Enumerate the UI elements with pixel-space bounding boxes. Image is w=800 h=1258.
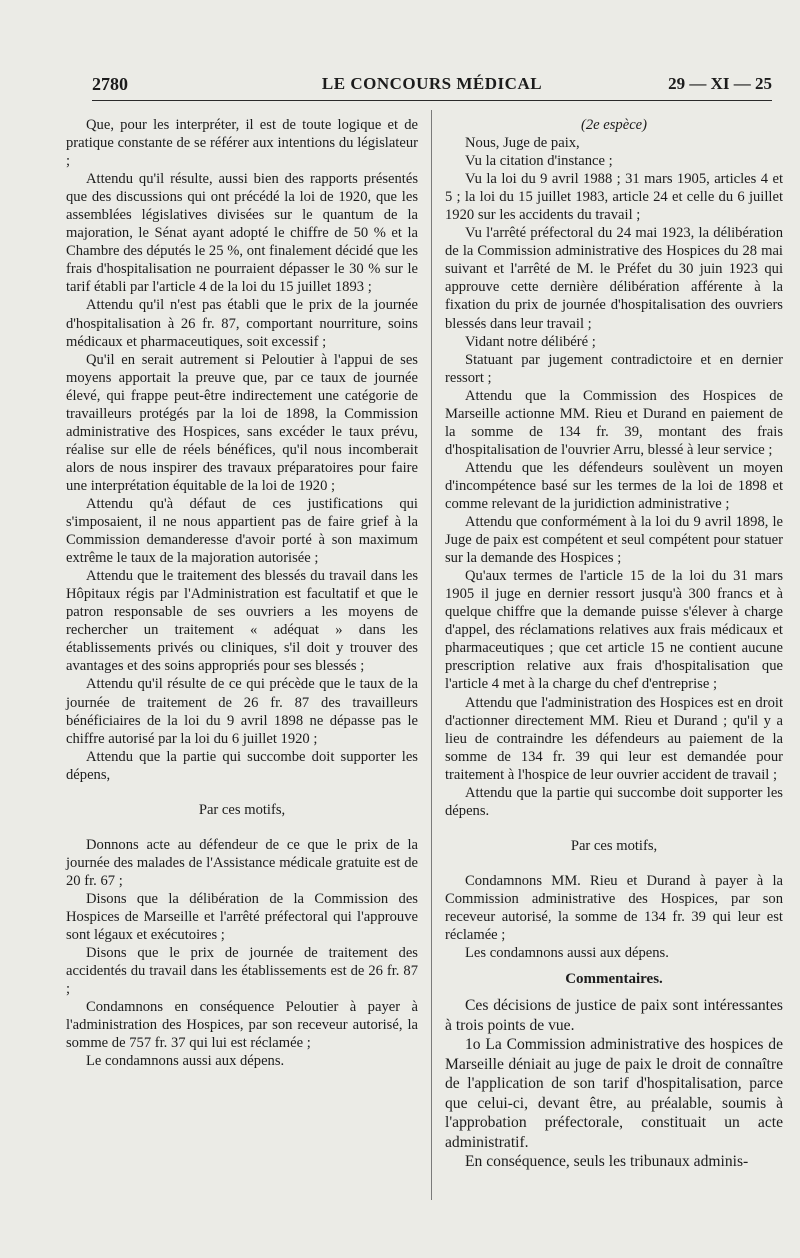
paragraph: Le condamnons aussi aux dépens. (86, 1053, 285, 1070)
paragraph: Disons que le prix de journée de traitement des accidentés du travail dans les établissements est de 26 fr. 87 ; (66, 945, 418, 998)
paragraph: 1o La Commission administrative des hospices de Marseille déniait au juge de paix le droit de connaître de l'application de son tarif d'hospitalisation, parce que celui-ci, devant être, au préalable, soumis à l'approbation préfectorale, constituait un acte administratif. (445, 1036, 783, 1151)
paragraph: Ces décisions de justice de paix sont intéressantes à trois points de vue. (445, 997, 783, 1034)
paragraph: Attendu que la partie qui succombe doit supporter les dépens, (66, 748, 418, 783)
page-header (92, 70, 772, 101)
paragraph: Qu'il en serait autrement si Peloutier à l'appui de ses moyens apportait la preuve que, par ce taux de journée élevé, qui frappe peut-être indirectement une catégorie de travailleurs protégés par la loi de 1898, la Commission administrative des Hospices, sans excéder le taux prévu, réalise sur elle de réels bénéfices, qu'il nous incomberait alors de nous inspirer des travaux préparatoires pour faire une interprétation équitable de la loi de 1920 ; (66, 351, 418, 494)
paragraph: Vu l'arrêté préfectoral du 24 mai 1923, la délibération de la Commission administrative des Hospices du 28 mai suivant et l'arrêté de M. le Préfet du 30 juin 1923 qui approuve cette dernière délibération afférente à la fixation du prix de journée d'hospitalisation des ouvriers blessés dans leur travail ; (445, 225, 783, 332)
paragraph: Vidant notre délibéré ; (465, 333, 596, 350)
paragraph: Attendu que la Commission des Hospices de Marseille actionne MM. Rieu et Durand en paiement de la somme de 134 fr. 39, montant des frais d'hospitalisation de l'ouvrier Arru, blessé à leur service ; (445, 387, 783, 458)
journal-title: LE CONCOURS MÉDICAL (321, 74, 543, 93)
paragraph: Attendu qu'il résulte de ce qui précède que le taux de la journée de traitement de 26 fr. 87 des travailleurs bénéficiaires de la loi du 9 avril 1898 ne dépasse pas le chiffre autorisé par la loi du 6 juillet 1920 ; (66, 676, 418, 747)
paragraph: En conséquence, seuls les tribunaux adminis- (465, 1153, 749, 1171)
paragraph: Attendu que la partie qui succombe doit supporter les dépens. (445, 784, 783, 819)
right-column (445, 116, 783, 1172)
section-heading: Par ces motifs, (198, 801, 286, 818)
issue-date: 29 — XI — 25 (668, 74, 772, 93)
paragraph: Que, pour les interpréter, il est de toute logique et de pratique constante de se référer aux intentions du législateur ; (66, 117, 418, 170)
paragraph: Vu la citation d'instance ; (465, 153, 613, 170)
paragraph: Disons que la délibération de la Commission des Hospices de Marseille et l'arrêté préfectoral qui l'approuve sont légaux et exécutoires ; (66, 890, 418, 944)
paragraph: Attendu qu'il n'est pas établi que le prix de la journée d'hospitalisation à 26 fr. 87, comportant nourriture, soins médicaux et pharmaceutiques, soit excessif ; (66, 297, 418, 350)
paragraph: Attendu qu'à défaut de ces justifications qui s'imposaient, il ne nous appartient pas de faire grief à la Commission demanderesse d'avoir porté à son maximum extrême le taux de la majoration autorisée ; (66, 495, 418, 567)
paragraph: Condamnons MM. Rieu et Durand à payer à la Commission administrative des Hospices, par son receveur autorisé, la somme de 134 fr. 39 qui leur est réclamée ; (445, 872, 783, 944)
paragraph: Statuant par jugement contradictoire et en dernier ressort ; (445, 351, 783, 386)
case-label: (2e espèce) (580, 117, 648, 133)
section-heading: Par ces motifs, (570, 837, 658, 854)
column-divider (431, 110, 432, 1200)
paragraph: Attendu que l'administration des Hospices est en droit d'actionner directement MM. Rieu et Durand ; qu'il y a lieu de contraindre les défendeurs au paiement de la somme de 134 fr. 39 qui leur est demandée pour traitement à l'hospice de leur ouvrier accident de travail ; (445, 694, 783, 783)
page-number: 2780 (92, 74, 128, 94)
paragraph: Qu'aux termes de l'article 15 de la loi du 31 mars 1905 il juge en dernier ressort jusqu'à 300 francs et à quelque chiffre que la demande puisse s'élever à charge d'appel, des réclamations relatives aux frais médicaux et pharmaceutiques ; que cet article 15 ne contient aucune prescription relative aux frais d'hospitalisation que l'article 4 met à la charge du chef d'entreprise ; (445, 568, 783, 693)
paragraph: Attendu que les défendeurs soulèvent un moyen d'incompétence basé sur les termes de la loi de 1898 et comme relevant de la juridiction administrative ; (445, 459, 783, 512)
paragraph: Attendu que le traitement des blessés du travail dans les Hôpitaux régis par l'Administration est facultatif et que le patron responsable de ses ouvriers a les moyens de rechercher un traitement « adéquat » dans les établissements privés ou cliniques, s'il doit y trouver des avantages et des soins appropriés pour ses blessés ; (66, 568, 418, 675)
paragraph: Attendu qu'il résulte, aussi bien des rapports présentés que des discussions qui ont précédé la loi de 1920, que les assemblées législatives divisées sur le quantum de la majoration, le Sénat ayant adopté le chiffre de 50 % et la Chambre des députés le 25 %, ont finalement décidé que les frais d'hospitalisation ne pourraient dépasser le 30 % sur le tarif établi par l'article 4 de la loi du 15 juillet 1893 ; (66, 171, 418, 296)
paragraph: Donnons acte au défendeur de ce que le prix de la journée des malades de l'Assistance médicale gratuite est de 20 fr. 67 ; (66, 836, 418, 889)
left-column (66, 116, 418, 1070)
paragraph: Condamnons en conséquence Peloutier à payer à l'administration des Hospices, par son receveur autorisé, la somme de 757 fr. 37 qui lui est réclamée ; (66, 999, 418, 1052)
paragraph: Nous, Juge de paix, (465, 135, 580, 152)
paragraph: Les condamnons aussi aux dépens. (465, 945, 669, 962)
paragraph: Attendu que conformément à la loi du 9 avril 1898, le Juge de paix est compétent et seul compétent pour statuer sur la demande des Hospices ; (445, 514, 783, 567)
commentaires-heading: Commentaires. (565, 971, 663, 988)
paragraph: Vu la loi du 9 avril 1988 ; 31 mars 1905, articles 4 et 5 ; la loi du 15 juillet 1983, article 24 et celle du 6 juillet 1920 sur les accidents du travail ; (445, 171, 783, 224)
